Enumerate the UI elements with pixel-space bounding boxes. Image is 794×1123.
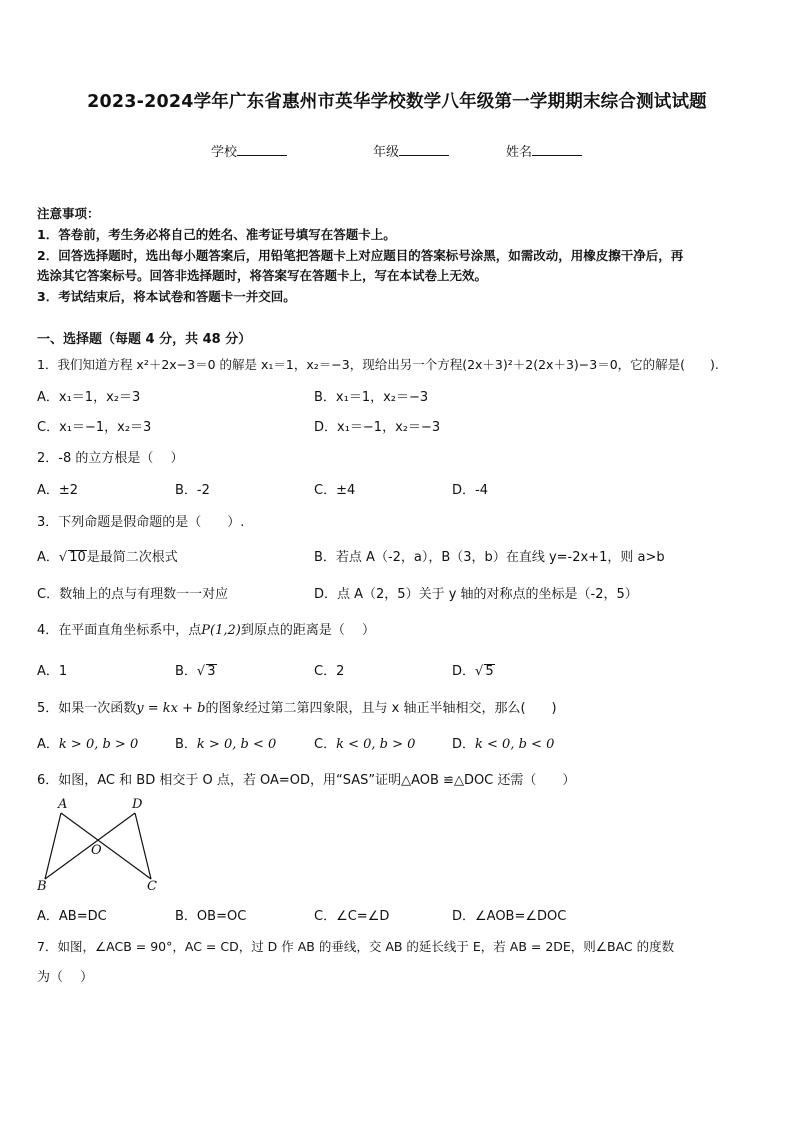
q1-option-b: B．x₁＝1，x₂＝−3	[314, 390, 429, 405]
notice-item-2-line-2: 选涂其它答案标号。回答非选择题时，将答案写在答题卡上，写在本试卷上无效。	[37, 268, 488, 283]
name-field	[506, 141, 582, 160]
q4-point: P(1,2)	[201, 623, 241, 638]
label-a: A	[58, 797, 68, 812]
q3-stem: 3．下列命题是假命题的是（ ）.	[37, 515, 245, 530]
q4-option-b-prefix: B．	[175, 664, 197, 679]
q6-option-c: C．∠C=∠D	[314, 909, 390, 924]
label-o: O	[91, 843, 102, 858]
q3-option-d: D．点 A（2，5）关于 y 轴的对称点的坐标是（-2，5）	[314, 587, 638, 602]
q5-stem-suffix: 的图象经过第二第四象限，且与 x 轴正半轴相交，那么( )	[205, 701, 557, 716]
q5-stem	[37, 697, 557, 716]
q3-option-a	[37, 546, 178, 565]
q5-option-d-text: k < 0, b < 0	[475, 737, 555, 752]
sqrt-icon: √	[58, 550, 68, 565]
q1-option-c: C．x₁＝−1，x₂＝3	[37, 420, 152, 435]
notice-item-1: 1．答卷前，考生务必将自己的姓名、准考证号填写在答题卡上。	[37, 227, 396, 242]
grade-label: 年级	[373, 145, 400, 160]
q3-option-a-suffix: 是最简二次根式	[86, 550, 178, 565]
page-title: 2023-2024学年广东省惠州市英华学校数学八年级第一学期期末综合测试试题	[87, 92, 707, 112]
notice-item-3: 3．考试结束后，将本试卷和答题卡一并交回。	[37, 289, 296, 304]
label-b: B	[37, 879, 47, 894]
q7-stem-line-1: 7．如图，∠ACB = 90°，AC = CD，过 D 作 AB 的垂线，交 AB 的延长线于 E，若 AB = 2DE，则∠BAC 的度数	[37, 939, 675, 954]
q5-option-b-text: k > 0, b < 0	[196, 737, 277, 752]
label-c: C	[147, 879, 157, 894]
q5-option-c-label: C．	[314, 737, 337, 752]
q6-option-b: B．OB=OC	[175, 909, 247, 924]
q6-option-a: A．AB=DC	[37, 909, 107, 924]
q3-option-b: B．若点 A（-2，a），B（3，b）在直线 y=-2x+1，则 a>b	[314, 550, 665, 565]
q4-stem	[37, 619, 375, 638]
q4-stem-suffix: 到原点的距离是（ ）	[240, 623, 375, 638]
q6-figure	[37, 795, 162, 895]
q5-option-a	[37, 733, 138, 752]
grade-blank	[399, 143, 449, 156]
q2-stem: 2．-8 的立方根是（ ）	[37, 451, 184, 466]
q6-option-d: D．∠AOB=∠DOC	[452, 909, 567, 924]
q5-stem-prefix: 5．如果一次函数	[37, 701, 137, 716]
notice-item-2-line-1: 2．回答选择题时，选出每小题答案后，用铅笔把答题卡上对应题目的答案标号涂黑，如需改动，用橡皮擦干净后，再	[37, 248, 684, 263]
q5-option-c	[314, 733, 415, 752]
q3-option-a-radicand: 10	[69, 550, 86, 565]
name-blank	[532, 143, 582, 156]
sqrt-icon: √	[196, 664, 206, 679]
school-label: 学校	[211, 145, 238, 160]
q2-option-d: D．-4	[452, 483, 488, 498]
q4-option-b-radicand: 3	[207, 664, 216, 679]
q5-option-b-label: B．	[175, 737, 197, 752]
section-heading: 一、选择题（每题 4 分，共 48 分）	[37, 332, 252, 347]
school-blank	[237, 143, 287, 156]
name-label: 姓名	[506, 145, 533, 160]
q4-option-c: C．2	[314, 664, 345, 679]
school-field	[211, 141, 287, 160]
q4-option-d-radicand: 5	[485, 664, 494, 679]
q1-option-d: D．x₁＝−1，x₂＝−3	[314, 420, 441, 435]
q2-option-c: C．±4	[314, 483, 356, 498]
label-d: D	[132, 797, 143, 812]
q1-stem: 1．我们知道方程 x²＋2x−3＝0 的解是 x₁＝1，x₂＝−3，现给出另一个方程(2x＋3)²＋2(2x＋3)−3＝0，它的解是( ).	[37, 357, 719, 372]
q2-option-b: B．-2	[175, 483, 210, 498]
q5-option-a-label: A．	[37, 737, 59, 752]
q5-option-b	[175, 733, 276, 752]
q5-option-c-text: k < 0, b > 0	[336, 737, 416, 752]
q5-function: y = kx + b	[136, 701, 206, 716]
q4-option-d-prefix: D．	[452, 664, 476, 679]
notice-heading: 注意事项：	[37, 206, 100, 221]
q4-stem-prefix: 4．在平面直角坐标系中，点	[37, 623, 202, 638]
q4-option-b	[175, 660, 217, 679]
q3-option-c: C．数轴上的点与有理数一一对应	[37, 587, 229, 602]
q3-option-a-prefix: A．	[37, 550, 59, 565]
q1-option-a: A．x₁＝1，x₂＝3	[37, 390, 141, 405]
q6-stem: 6．如图，AC 和 BD 相交于 O 点，若 OA=OD，用“SAS”证明△AOB ≌△DOC 还需（ ）	[37, 773, 576, 788]
q4-option-a: A．1	[37, 664, 68, 679]
sqrt-icon: √	[475, 664, 484, 679]
q7-stem-line-2: 为（ ）	[37, 970, 94, 985]
q5-option-a-text: k > 0, b > 0	[58, 737, 139, 752]
q5-option-d	[452, 733, 554, 752]
q2-option-a: A．±2	[37, 483, 79, 498]
q5-option-d-label: D．	[452, 737, 476, 752]
grade-field	[373, 141, 449, 160]
q4-option-d	[452, 660, 495, 679]
